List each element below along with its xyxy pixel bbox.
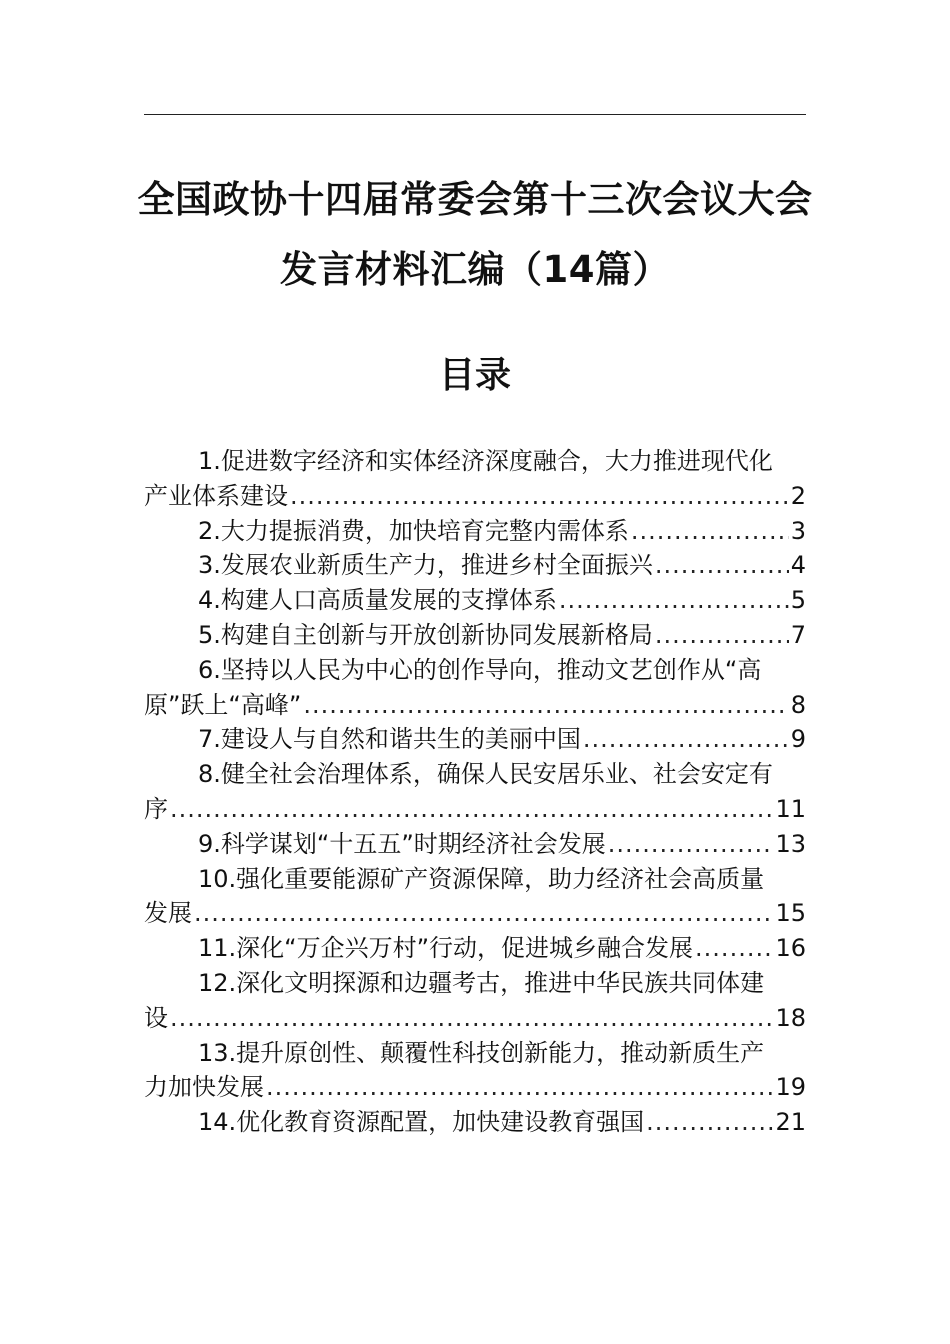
toc-entry[interactable]	[144, 757, 806, 827]
toc-dot-leader	[608, 827, 774, 862]
toc-entry[interactable]	[144, 966, 806, 1036]
toc-entry-title-continued: 设	[144, 1003, 168, 1032]
toc-entry-title: 8.健全社会治理体系，确保人民安居乐业、社会安定有	[198, 760, 773, 789]
toc-entry[interactable]	[144, 548, 806, 583]
toc-entry-title-line-1	[144, 653, 806, 688]
table-of-contents	[144, 444, 806, 1140]
toc-page-number: 7	[790, 620, 806, 649]
toc-entry-title-line-2	[144, 479, 806, 514]
toc-dot-leader	[695, 931, 773, 966]
toc-entry-line	[144, 514, 806, 549]
toc-entry-title: 7.建设人与自然和谐共生的美丽中国	[198, 725, 581, 754]
toc-entry-title: 14.优化教育资源配置，加快建设教育强国	[198, 1108, 645, 1137]
toc-entry-line	[144, 583, 806, 618]
toc-entry-title: 5.构建自主创新与开放创新协同发展新格局	[198, 620, 653, 649]
toc-entry[interactable]	[144, 653, 806, 723]
toc-dot-leader	[655, 548, 789, 583]
toc-entry[interactable]	[144, 862, 806, 932]
toc-page-number: 3	[790, 516, 806, 545]
toc-dot-leader	[266, 1070, 773, 1105]
toc-entry-title-line-2	[144, 1001, 806, 1036]
toc-entry-title-continued: 序	[144, 794, 168, 823]
toc-entry-title-line-2	[144, 792, 806, 827]
toc-dot-leader	[303, 688, 788, 723]
toc-entry[interactable]	[144, 444, 806, 514]
document-title-line-2: 发言材料汇编（14篇）	[280, 248, 670, 291]
toc-entry-title-line-2	[144, 688, 806, 723]
toc-dot-leader	[646, 1105, 773, 1140]
toc-entry-title-line-2	[144, 1070, 806, 1105]
toc-dot-leader	[631, 514, 789, 549]
toc-entry-line	[144, 722, 806, 757]
toc-dot-leader	[194, 896, 773, 931]
toc-entry-title-line-1	[144, 966, 806, 1001]
toc-page-number: 11	[775, 794, 806, 823]
toc-page-number: 13	[775, 829, 806, 858]
header-rule	[144, 114, 806, 115]
toc-entry-title: 10.强化重要能源矿产资源保障，助力经济社会高质量	[198, 864, 765, 893]
toc-dot-leader	[170, 792, 773, 827]
toc-page-number: 15	[775, 899, 806, 928]
toc-page-number: 5	[790, 586, 806, 615]
toc-entry-title: 6.坚持以人民为中心的创作导向，推动文艺创作从“高	[198, 655, 762, 684]
toc-entry[interactable]	[144, 514, 806, 549]
toc-entry-title: 2.大力提振消费，加快培育完整内需体系	[198, 516, 629, 545]
toc-dot-leader	[655, 618, 789, 653]
toc-entry-title: 12.深化文明探源和边疆考古，推进中华民族共同体建	[198, 968, 765, 997]
toc-entry[interactable]	[144, 1105, 806, 1140]
document-title-line-1: 全国政协十四届常委会第十三次会议大会	[137, 178, 813, 221]
toc-heading: 目录	[438, 355, 511, 396]
toc-page-number: 9	[790, 725, 806, 754]
toc-entry-line	[144, 931, 806, 966]
toc-dot-leader	[290, 479, 789, 514]
toc-entry-title: 1.促进数字经济和实体经济深度融合，大力推进现代化	[198, 447, 773, 475]
toc-entry-title: 4.构建人口高质量发展的支撑体系	[198, 586, 557, 615]
toc-entry-line	[144, 548, 806, 583]
toc-page-number: 8	[790, 690, 806, 719]
toc-entry-title: 9.科学谋划“十五五”时期经济社会发展	[198, 829, 606, 858]
toc-entry[interactable]	[144, 931, 806, 966]
toc-entry-line	[144, 618, 806, 653]
toc-entry-title-continued: 原”跃上“高峰”	[144, 690, 302, 719]
toc-entry[interactable]	[144, 827, 806, 862]
toc-page-number: 18	[775, 1003, 806, 1032]
toc-entry-title-continued: 发展	[144, 899, 192, 928]
toc-entry-title-line-1	[144, 757, 806, 792]
toc-dot-leader	[559, 583, 789, 618]
toc-entry-title: 11.深化“万企兴万村”行动，促进城乡融合发展	[198, 934, 694, 963]
toc-page-number: 4	[790, 551, 806, 580]
toc-entry-title-line-1	[144, 1036, 806, 1071]
toc-dot-leader	[583, 722, 789, 757]
toc-page-number: 21	[775, 1108, 806, 1137]
toc-page-number: 2	[790, 481, 806, 510]
toc-entry-line	[144, 827, 806, 862]
toc-entry[interactable]	[144, 618, 806, 653]
toc-entry[interactable]	[144, 1036, 806, 1106]
toc-page-number: 19	[775, 1073, 806, 1102]
toc-entry-title-continued: 力加快发展	[144, 1073, 264, 1102]
toc-page-number: 16	[775, 934, 806, 963]
toc-entry-title-line-1	[144, 444, 806, 479]
toc-entry-title: 13.提升原创性、颠覆性科技创新能力，推动新质生产	[198, 1038, 765, 1067]
toc-dot-leader	[170, 1001, 773, 1036]
toc-entry-title-continued: 产业体系建设	[144, 481, 288, 510]
toc-entry-title-line-2	[144, 896, 806, 931]
toc-entry-title: 3.发展农业新质生产力，推进乡村全面振兴	[198, 551, 653, 580]
toc-entry-title-line-1	[144, 862, 806, 897]
toc-entry[interactable]	[144, 722, 806, 757]
toc-entry[interactable]	[144, 583, 806, 618]
toc-entry-line	[144, 1105, 806, 1140]
